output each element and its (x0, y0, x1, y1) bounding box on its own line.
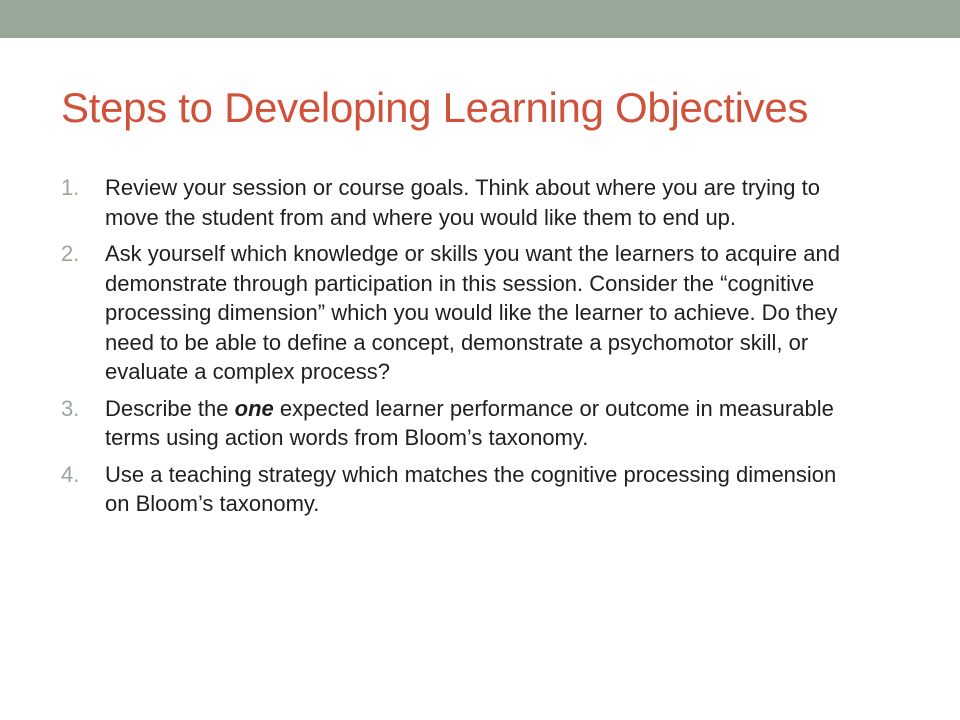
slide-title: Steps to Developing Learning Objectives (61, 84, 809, 131)
step-number: 1. (61, 175, 80, 200)
step-number: 3. (61, 395, 80, 421)
list-item-step-3 (61, 394, 861, 453)
step-number: 4. (61, 461, 80, 487)
list-item-step-1 (61, 173, 861, 232)
top-accent-bar (0, 0, 960, 38)
steps-list (61, 173, 861, 526)
step-text-after: expected learner performance or outcome in measurable terms using action words from Bloom’s taxonomy. (105, 395, 834, 450)
list-item-step-2 (61, 239, 861, 387)
step-text: Review your session or course goals. Think about where you are trying to move the student from and where you would like them to end up. (105, 175, 820, 230)
list-item-step-4 (61, 460, 861, 519)
step-number: 2. (61, 241, 80, 266)
emphasized-word: one (234, 395, 274, 421)
step-text: Use a teaching strategy which matches the cognitive processing dimension on Bloom’s taxonomy. (105, 461, 837, 516)
step-text: Ask yourself which knowledge or skills you want the learners to acquire and demonstrate through participation in this session. Consider the “cognitive processing dimension” which you would like the learner to achieve. Do they need to be able to define a concept, demonstrate a psychomotor skill, or evaluate a complex process? (105, 241, 840, 384)
step-text-before: Describe the (105, 395, 235, 421)
